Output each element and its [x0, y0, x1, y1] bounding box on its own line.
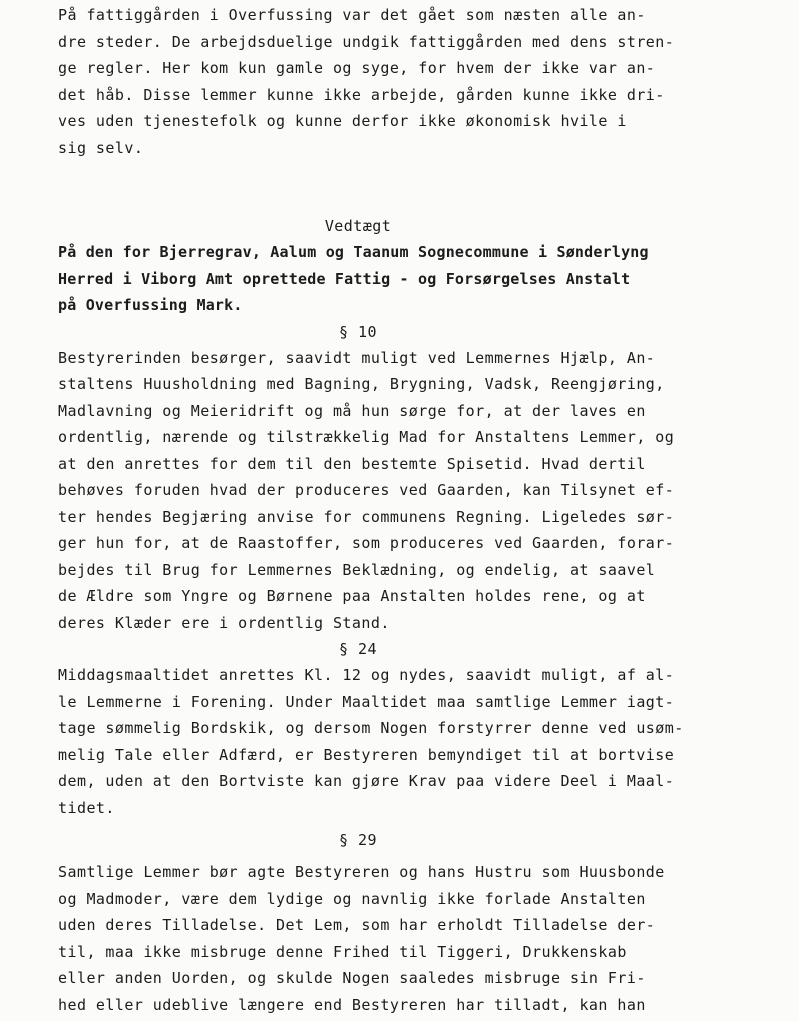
- section-24: [58, 636, 778, 821]
- text-line: behøves foruden hvad der produceres ved Gaarden, kan Tilsynet ef-: [58, 481, 675, 499]
- text-line: hed eller udeblive længere end Bestyreren har tilladt, kan han: [58, 995, 646, 1014]
- vedtaegt-block: [58, 213, 778, 319]
- section-heading: § 10: [339, 322, 377, 341]
- text-line: de Ældre som Yngre og Børnene paa Anstalten holdes rene, og at: [58, 587, 646, 605]
- text-line: dre steder. De arbejdsduelige undgik fattiggården med dens stren-: [58, 32, 675, 51]
- intro-paragraph: [58, 2, 778, 161]
- text-line: ger hun for, at de Raastoffer, som produceres ved Gaarden, forar-: [58, 534, 675, 552]
- text-line: deres Klæder ere i ordentlig Stand.: [58, 613, 390, 632]
- text-line: Samtlige Lemmer bør agte Bestyreren og hans Hustru som Huusbonde: [58, 863, 665, 881]
- text-line: det håb. Disse lemmer kunne ikke arbejde, gården kunne ikke dri-: [58, 85, 665, 104]
- section-10: [58, 319, 778, 637]
- text-line: På den for Bjerregrav, Aalum og Taanum Sognecommune i Sønderlyng: [58, 243, 649, 261]
- text-line: sig selv.: [58, 138, 144, 157]
- text-line: Madlavning og Meieridrift og må hun sørge for, at der laves en: [58, 401, 646, 420]
- text-line: melig Tale eller Adfærd, er Bestyreren bemyndiget til at bortvise: [58, 745, 675, 764]
- text-line: Bestyrerinden besørger, saavidt muligt ved Lemmernes Hjælp, An-: [58, 348, 656, 367]
- text-line: dem, uden at den Bortviste kan gjøre Krav paa videre Deel i Maal-: [58, 772, 675, 790]
- text-line: ordentlig, nærende og tilstrækkelig Mad for Anstaltens Lemmer, og: [58, 428, 675, 446]
- text-line: ge regler. Her kom kun gamle og syge, for hvem der ikke var an-: [58, 59, 656, 77]
- section-29: [58, 827, 778, 1018]
- text-line: bejdes til Brug for Lemmernes Beklædning, og endelig, at saavel: [58, 560, 656, 579]
- text-line: ves uden tjenestefolk og kunne derfor ikke økonomisk hvile i: [58, 112, 627, 130]
- text-line: eller anden Uorden, og skulde Nogen saaledes misbruge sin Fri-: [58, 969, 646, 987]
- text-line: staltens Huusholdning med Bagning, Brygning, Vadsk, Reengjøring,: [58, 375, 665, 393]
- text-line: Middagsmaaltidet anrettes Kl. 12 og nydes, saavidt muligt, af al-: [58, 666, 675, 684]
- text-line: til, maa ikke misbruge denne Frihed til Tiggeri, Drukkenskab: [58, 942, 627, 961]
- text-line: uden deres Tilladelse. Det Lem, som har erholdt Tilladelse der-: [58, 916, 656, 934]
- section-heading: § 29: [339, 831, 377, 849]
- text-line: at den anrettes for dem til den bestemte Spisetid. Hvad dertil: [58, 454, 646, 473]
- text-line: På fattiggården i Overfussing var det gået som næsten alle an-: [58, 6, 646, 24]
- text-line: Herred i Viborg Amt oprettede Fattig - og Forsørgelses Anstalt: [58, 269, 631, 288]
- text-line: le Lemmerne i Forening. Under Maaltidet maa samtlige Lemmer iagt-: [58, 692, 675, 711]
- text-line: og Madmoder, være dem lydige og navnlig ikke forlade Anstalten: [58, 889, 646, 908]
- text-line: ter hendes Begjæring anvise for communens Regning. Ligeledes sør-: [58, 507, 675, 526]
- vedtaegt-heading: Vedtægt: [324, 217, 392, 235]
- text-line: på Overfussing Mark.: [58, 296, 243, 314]
- text-line: tidet.: [58, 798, 115, 817]
- document-page: [58, 2, 778, 1018]
- text-line: tage sømmelig Bordskik, og dersom Nogen forstyrrer denne ved usøm-: [58, 719, 684, 737]
- section-heading: § 24: [339, 640, 377, 658]
